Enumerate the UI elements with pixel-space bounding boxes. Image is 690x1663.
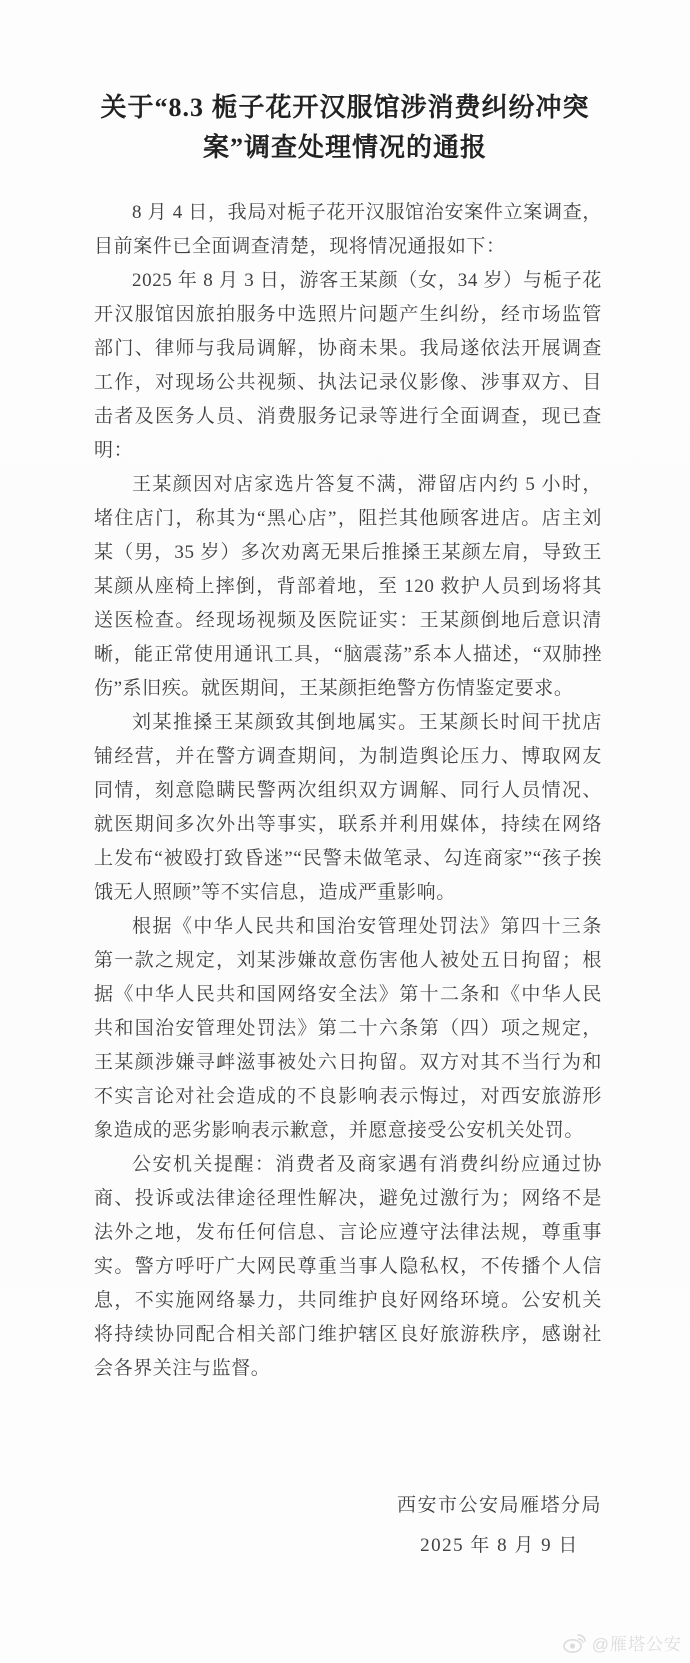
weibo-icon: [562, 1632, 588, 1654]
title-line-2: 案”调查处理情况的通报: [202, 133, 487, 162]
watermark-text: @雁塔公安: [591, 1635, 682, 1654]
issue-date: 2025 年 8 月 9 日: [420, 1535, 579, 1556]
paragraph: 2025 年 8 月 3 日，游客王某颜（女，34 岁）与栀子花开汉服馆因旅拍服务中选照片问题产生纠纷，经市场监管部门、律师与我局调解，协商未果。我局遂依法开展调查工作，对现场公共视频、执法记录仪影像、涉事双方、目击者及医务人员、消费服务记录等进行全面调查，现已查明：: [94, 270, 602, 461]
paragraph: 刘某推搡王某颜致其倒地属实。王某颜长时间干扰店铺经营，并在警方调查期间，为制造舆论压力、博取网友同情，刻意隐瞒民警两次组织双方调解、同行人员情况、就医期间多次外出等事实，联系并利用媒体，持续在网络上发布“被殴打致昏迷”“民警未做笔录、勾连商家”“孩子挨饿无人照顾”等不实信息，造成严重影响。: [94, 712, 602, 903]
paragraph: 8 月 4 日，我局对栀子花开汉服馆治安案件立案调查，目前案件已全面调查清楚，现将情况通报如下：: [94, 202, 602, 257]
paragraph: 公安机关提醒：消费者及商家遇有消费纠纷应通过协商、投诉或法律途径理性解决，避免过激行为；网络不是法外之地，发布任何信息、言论应遵守法律法规，尊重事实。警方呼吁广大网民尊重当事人隐私权，不传播个人信息，不实施网络暴力，共同维护良好网络环境。公安机关将持续协同配合相关部门维护辖区良好旅游秩序，感谢社会各界关注与监督。: [94, 1154, 602, 1379]
signature-block: [397, 1486, 602, 1566]
title-line-1: 关于“8.3 栀子花开汉服馆涉消费纠纷冲突: [100, 93, 590, 122]
paragraph: 根据《中华人民共和国治安管理处罚法》第四十三条第一款之规定，刘某涉嫌故意伤害他人被处五日拘留；根据《中华人民共和国网络安全法》第十二条和《中华人民共和国治安管理处罚法》第二十六条第（四）项之规定，王某颜涉嫌寻衅滋事被处六日拘留。双方对其不当行为和不实言论对社会造成的不良影响表示悔过，对西安旅游形象造成的恶劣影响表示歉意，并愿意接受公安机关处罚。: [94, 916, 602, 1141]
document-body: [94, 196, 602, 1386]
document-title: [64, 88, 626, 168]
notice-document-page: [0, 88, 690, 1663]
issuing-authority: 西安市公安局雁塔分局: [396, 1495, 602, 1516]
weibo-watermark: [562, 1630, 682, 1655]
paragraph: 王某颜因对店家选片答复不满，滞留店内约 5 小时，堵住店门，称其为“黑心店”，阻拦其他顾客进店。店主刘某（男，35 岁）多次劝离无果后推搡王某颜左肩，导致王某颜从座椅上摔倒，背部着地，至 120 救护人员到场将其送医检查。经现场视频及医院证实：王某颜倒地后意识清晰，能正常使用通讯工具，“脑震荡”系本人描述，“双肺挫伤”系旧疾。就医期间，王某颜拒绝警方伤情鉴定要求。: [94, 474, 602, 699]
